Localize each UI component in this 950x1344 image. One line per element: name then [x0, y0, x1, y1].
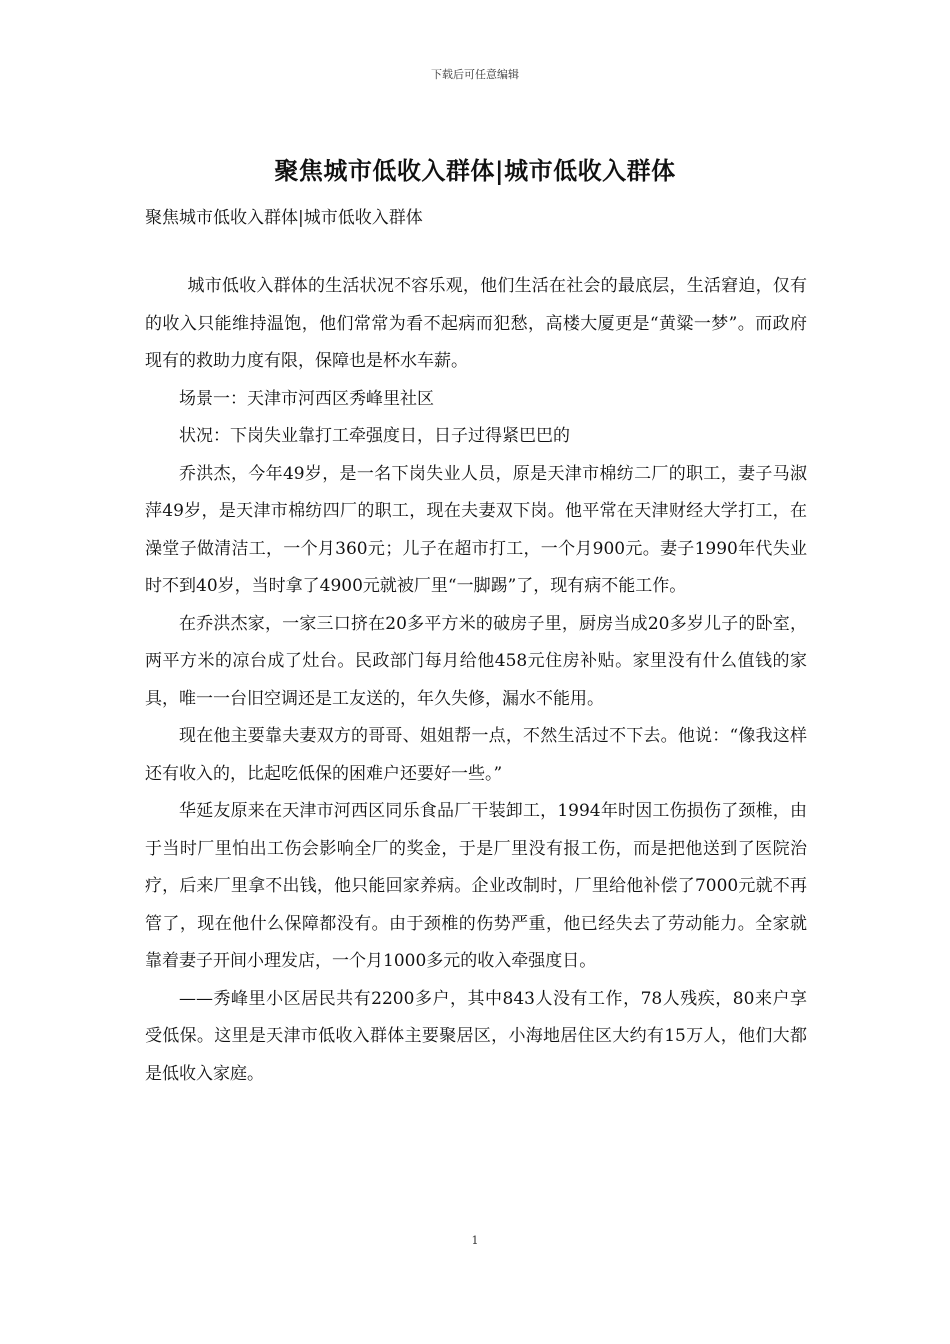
- paragraph-intro: 城市低收入群体的生活状况不容乐观，他们生活在社会的最底层，生活窘迫，仅有的收入只能维持温饱，他们常常为看不起病而犯愁，高楼大厦更是“黄粱一梦”。而政府现有的救助力度有限，保障也是杯水车薪。: [145, 276, 807, 371]
- page-header: 下载后可任意编辑: [431, 68, 519, 81]
- document-subtitle: 聚焦城市低收入群体|城市低收入群体: [145, 208, 423, 228]
- paragraph-qiao-home: 在乔洪杰家，一家三口挤在20多平方米的破房子里，厨房当成20多岁儿子的卧室，两平方米的凉台成了灶台。民政部门每月给他458元住房补贴。家里没有什么值钱的家具，唯一一台旧空调还是工友送的，年久失修，漏水不能用。: [145, 613, 807, 709]
- paragraph-status: 状况：下岗失业靠打工牵强度日，日子过得紧巴巴的: [179, 426, 570, 446]
- paragraph-qiao-quote: 现在他主要靠夫妻双方的哥哥、姐姐帮一点，不然生活过不下去。他说：“像我这样还有收入的，比起吃低保的困难户还要好一些。”: [145, 726, 807, 784]
- document-title: 聚焦城市低收入群体|城市低收入群体: [274, 156, 676, 185]
- paragraph-community-stats: ——秀峰里小区居民共有2200多户，其中843人没有工作，78人残疾，80来户享受低保。这里是天津市低收入群体主要聚居区，小海地居住区大约有15万人，他们大都是低收入家庭。: [145, 988, 807, 1084]
- paragraph-qiao-hongjie: 乔洪杰，今年49岁，是一名下岗失业人员，原是天津市棉纺二厂的职工，妻子马淑萍49岁，是天津市棉纺四厂的职工，现在夫妻双下岗。他平常在天津财经大学打工，在澡堂子做清洁工，一个月360元；儿子在超市打工，一个月900元。妻子1990年代失业时不到40岁，当时拿了4900元就被厂里“一脚踢”了，现有病不能工作。: [145, 463, 807, 596]
- paragraph-scene: 场景一：天津市河西区秀峰里社区: [179, 388, 434, 409]
- paragraph-hua-yanyou: 华延友原来在天津市河西区同乐食品厂干装卸工，1994年时因工伤损伤了颈椎，由于当时厂里怕出工伤会影响全厂的奖金，于是厂里没有报工伤，而是把他送到了医院治疗，后来厂里拿不出钱，他只能回家养病。企业改制时，厂里给他补偿了7000元就不再管了，现在他什么保障都没有。由于颈椎的伤势严重，他已经失去了劳动能力。全家就靠着妻子开间小理发店，一个月1000多元的收入牵强度日。: [145, 801, 807, 971]
- page-number: 1: [471, 1234, 479, 1247]
- document-body: [145, 268, 807, 1093]
